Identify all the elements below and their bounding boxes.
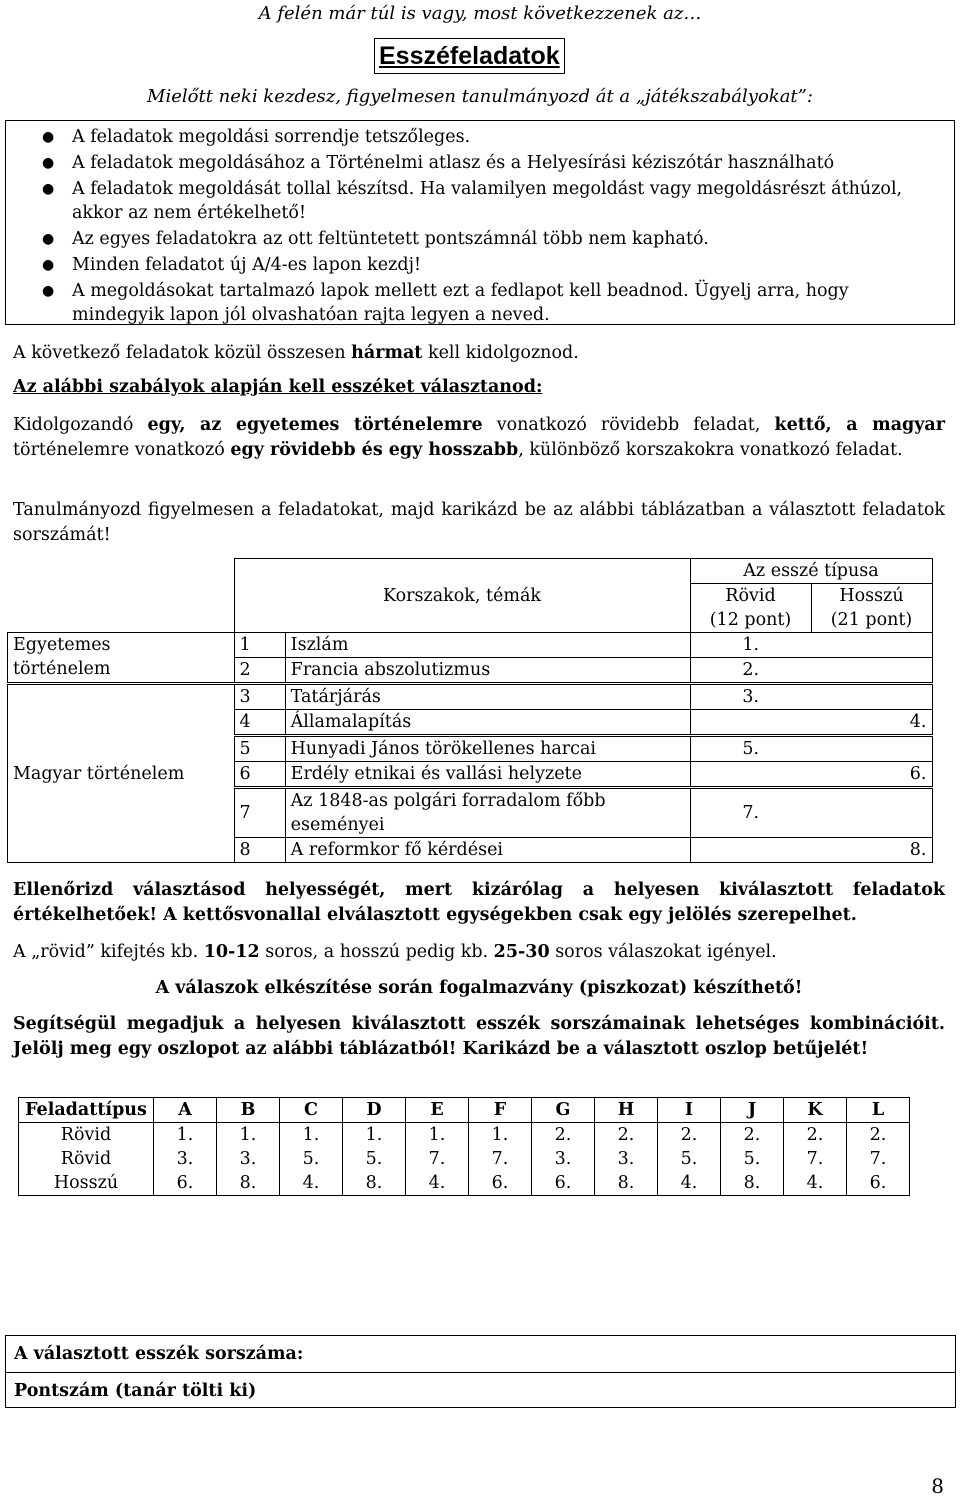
selected-essays-field[interactable]: A választott esszék sorszáma: [14, 1344, 304, 1364]
task-long[interactable]: 8. [811, 838, 932, 863]
combo-column-letter[interactable]: G [532, 1098, 595, 1123]
combo-column-letter[interactable]: H [595, 1098, 658, 1123]
task-number[interactable]: 3 [234, 684, 285, 710]
bullet-icon: ● [42, 257, 55, 273]
task-number[interactable]: 8 [234, 838, 285, 863]
combo-cell: 4. [658, 1171, 721, 1196]
combo-cell: 4. [784, 1171, 847, 1196]
combo-cell: 4. [280, 1171, 343, 1196]
help-note: Segítségül megadjuk a helyesen kiválasztott esszék sorszámainak lehetséges kombinációit. Jelölj meg egy oszlopot az alábbi táblázatból! Karikázd be a választott oszlop betűjelét! [13, 1014, 945, 1059]
combo-row [19, 1147, 910, 1171]
combo-column-letter[interactable]: A [154, 1098, 217, 1123]
combo-cell: 3. [217, 1147, 280, 1171]
task-topic: Hunyadi János törökellenes harcai [285, 736, 690, 762]
header-long: Hosszú (21 pont) [811, 584, 932, 633]
page-number: 8 [931, 1474, 944, 1498]
task-long[interactable] [811, 658, 932, 684]
rules-list [6, 125, 954, 329]
combo-cell: 1. [406, 1123, 469, 1148]
combo-cell: 6. [469, 1171, 532, 1196]
combo-cell: 5. [343, 1147, 406, 1171]
combo-cell: 7. [469, 1147, 532, 1171]
rule-item: ● A megoldásokat tartalmazó lapok mellett ezt a fedlapot kell beadnod. Ügyelj arra, hogy mindegyik lapon jól olvashatóan rajta legyen a neved. [42, 281, 849, 325]
combo-cell: 3. [154, 1147, 217, 1171]
header-topics: Korszakok, témák [234, 559, 690, 633]
task-number[interactable]: 6 [234, 762, 285, 788]
page-title: Esszéfeladatok [374, 38, 565, 74]
rule-item: ● Az egyes feladatokra az ott feltüntetett pontszámnál több nem kapható. [42, 229, 709, 249]
combo-cell: 6. [847, 1171, 910, 1196]
task-short[interactable]: 3. [690, 684, 811, 710]
rule-item: ● A feladatok megoldásához a Történelmi atlasz és a Helyesírási kéziszótár használható [42, 153, 835, 173]
score-field[interactable]: Pontszám (tanár tölti ki) [6, 1372, 955, 1409]
combo-column-letter[interactable]: K [784, 1098, 847, 1123]
task-count-text: A következő feladatok közül összesen hármat kell kidolgoznod. [13, 343, 579, 363]
task-topic: Iszlám [285, 633, 690, 658]
group-universal: Egyetemes történelem [8, 633, 235, 684]
task-long[interactable] [811, 684, 932, 710]
combo-column-letter[interactable]: E [406, 1098, 469, 1123]
task-long[interactable]: 6. [811, 762, 932, 788]
task-number[interactable]: 7 [234, 788, 285, 838]
combo-column-letter[interactable]: L [847, 1098, 910, 1123]
check-note: Ellenőrizd választásod helyességét, mert kizárólag a helyesen kiválasztott feladatok értékelhetőek! A kettősvonallal elválasztott egységekben csak egy jelölés szerepelhet. [13, 880, 945, 925]
combo-cell: 5. [280, 1147, 343, 1171]
combo-cell: 2. [847, 1123, 910, 1148]
task-topic: Államalapítás [285, 710, 690, 736]
empty-cell [8, 559, 235, 584]
combo-cell: 1. [280, 1123, 343, 1148]
combo-cell: 1. [469, 1123, 532, 1148]
combo-cell: 1. [217, 1123, 280, 1148]
combo-column-letter[interactable]: B [217, 1098, 280, 1123]
study-instruction-text: Tanulmányozd figyelmesen a feladatokat, majd karikázd be az alábbi táblázatban a választott feladatok sorszámát! [13, 500, 945, 545]
combo-cell: 7. [847, 1147, 910, 1171]
intro-text: Mielőtt neki kezdesz, figyelmesen tanulmányozd át a „játékszabályokat”: [147, 86, 813, 107]
combo-cell: 6. [532, 1171, 595, 1196]
rules-heading: Az alábbi szabályok alapján kell esszéket választanod: [13, 377, 543, 397]
task-table [7, 558, 933, 863]
task-number[interactable]: 5 [234, 736, 285, 762]
task-topic: A reformkor fő kérdései [285, 838, 690, 863]
combo-cell: 8. [217, 1171, 280, 1196]
combo-cell: 8. [343, 1171, 406, 1196]
header-short: Rövid (12 pont) [690, 584, 811, 633]
rule-item: ● A feladatok megoldását tollal készítsd. Ha valamilyen megoldást vagy megoldásrészt áthúzol, akkor az nem értékelhető! [42, 179, 903, 223]
bullet-icon: ● [42, 283, 55, 299]
task-short[interactable]: 1. [690, 633, 811, 658]
bullet-icon: ● [42, 129, 55, 145]
combo-row-label: Rövid [19, 1123, 154, 1148]
header-type: Az esszé típusa [690, 559, 932, 584]
task-short[interactable] [690, 838, 811, 863]
combo-cell: 5. [658, 1147, 721, 1171]
draft-note: A válaszok elkészítése során fogalmazvány (piszkozat) készíthető! [155, 978, 803, 998]
combo-cell: 2. [532, 1123, 595, 1148]
combo-body [19, 1123, 910, 1196]
task-topic: Az 1848-as polgári forradalom főbb eseményei [285, 788, 690, 838]
combo-cell: 8. [721, 1171, 784, 1196]
group-hungarian: Magyar történelem [8, 684, 235, 863]
combo-header-label: Feladattípus [19, 1098, 154, 1123]
task-topic: Erdély etnikai és vallási helyzete [285, 762, 690, 788]
bullet-icon: ● [42, 231, 55, 247]
task-long[interactable] [811, 633, 932, 658]
rule-item: ● A feladatok megoldási sorrendje tetszőleges. [42, 127, 471, 147]
task-short[interactable]: 2. [690, 658, 811, 684]
task-short[interactable]: 7. [690, 788, 811, 838]
task-long[interactable] [811, 736, 932, 762]
selection-rules-text: Kidolgozandó egy, az egyetemes történelemre vonatkozó rövidebb feladat, kettő, a magyar történelemre vonatkozó egy rövidebb és egy hosszabb, különböző korszakokra vonatkozó feladat. [13, 415, 945, 460]
combo-row [19, 1171, 910, 1196]
bullet-icon: ● [42, 155, 55, 171]
task-topic: Francia abszolutizmus [285, 658, 690, 684]
combo-cell: 3. [595, 1147, 658, 1171]
combo-cell: 7. [406, 1147, 469, 1171]
combo-cell: 3. [532, 1147, 595, 1171]
bullet-icon: ● [42, 181, 55, 197]
combo-row [19, 1123, 910, 1148]
top-note: A felén már túl is vagy, most következzenek az… [258, 3, 702, 24]
combo-cell: 7. [784, 1147, 847, 1171]
rule-item: ● Minden feladatot új A/4-es lapon kezdj! [42, 255, 422, 275]
task-topic: Tatárjárás [285, 684, 690, 710]
combo-column-letter[interactable]: I [658, 1098, 721, 1123]
combo-cell: 2. [595, 1123, 658, 1148]
combo-row-label: Hosszú [19, 1171, 154, 1196]
combination-table [18, 1097, 910, 1196]
task-number[interactable]: 4 [234, 710, 285, 736]
task-number[interactable]: 1 [234, 633, 285, 658]
combo-cell: 6. [154, 1171, 217, 1196]
task-number[interactable]: 2 [234, 658, 285, 684]
combo-cell: 2. [784, 1123, 847, 1148]
task-short[interactable] [690, 710, 811, 736]
length-note: A „rövid” kifejtés kb. 10-12 soros, a hosszú pedig kb. 25-30 soros válaszokat igényel. [13, 942, 777, 962]
combo-cell: 8. [595, 1171, 658, 1196]
combo-column-letter[interactable]: C [280, 1098, 343, 1123]
task-short[interactable]: 5. [690, 736, 811, 762]
combo-column-letter[interactable]: J [721, 1098, 784, 1123]
empty-cell [8, 584, 235, 633]
combo-cell: 2. [658, 1123, 721, 1148]
combo-column-letter[interactable]: F [469, 1098, 532, 1123]
task-long[interactable] [811, 788, 932, 838]
combo-cell: 1. [154, 1123, 217, 1148]
task-short[interactable] [690, 762, 811, 788]
task-long[interactable]: 4. [811, 710, 932, 736]
answer-box [5, 1335, 956, 1408]
combo-cell: 5. [721, 1147, 784, 1171]
combo-cell: 4. [406, 1171, 469, 1196]
rules-box [5, 120, 955, 325]
combo-row-label: Rövid [19, 1147, 154, 1171]
combo-cell: 1. [343, 1123, 406, 1148]
combo-column-letter[interactable]: D [343, 1098, 406, 1123]
combo-cell: 2. [721, 1123, 784, 1148]
